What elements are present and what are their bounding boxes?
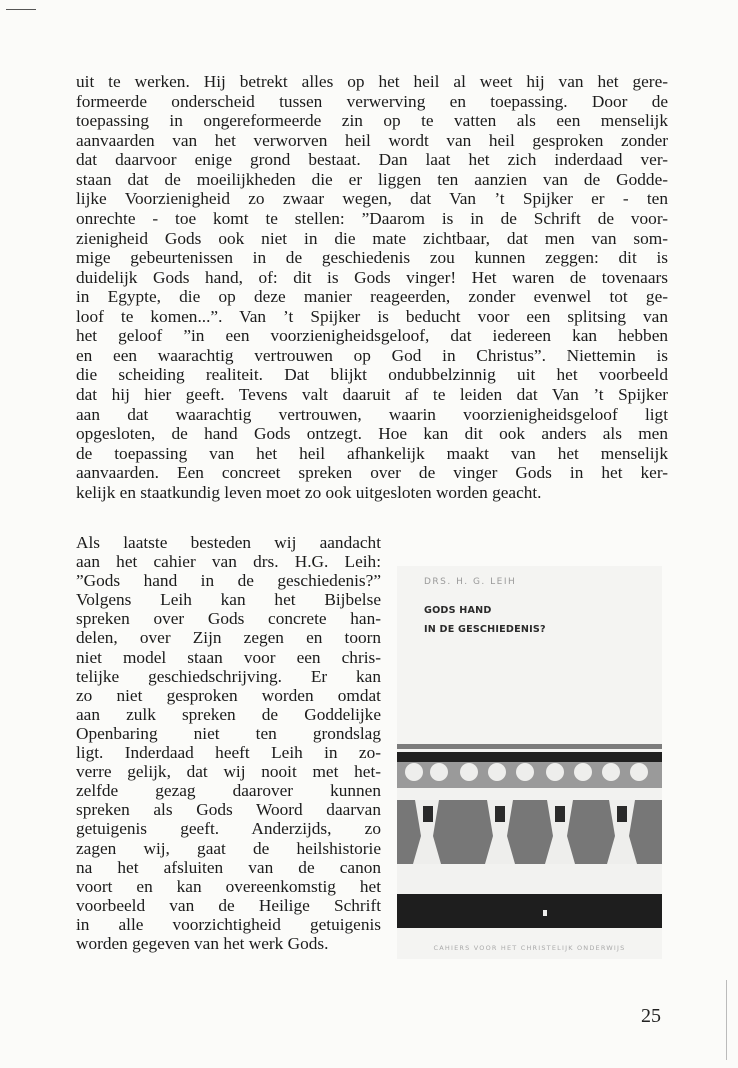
text-line: Volgens Leih kan het Bijbelse [76,590,381,610]
text-line: staan dat de moeilijkheden die er liggen ten aanzien van de Godde- [76,169,668,189]
text-line: aanvaarden van het verworven heil wordt van heil gesproken zonder [76,130,668,150]
text-line: en een waarachtig vertrouwen op God in Christus”. Niettemin is [76,345,668,365]
text-line: aanvaarden. Een concreet spreken over de vinger Gods in het ker- [76,463,668,483]
text-line: na het afsluiten van de canon [76,857,381,877]
text-line: duidelijk Gods hand, of: dit is Gods vinger! Het waren de tovenaars [76,267,668,287]
text-line: lijke Voorzienigheid zo zwaar wegen, dat Van ’t Spijker er - ten [76,189,668,209]
text-line: in Egypte, die op deze manier reageerden, zonder evenwel tot ge- [76,287,668,307]
page-number: 25 [641,1005,661,1027]
text-line: dat hij hier geeft. Tevens valt daaruit af te leiden dat Van ’t Spijker [76,385,668,404]
text-line: Openbaring niet ten grondslag [76,723,381,743]
cover-author: DRS. H. G. LEIH [424,577,517,587]
text-line: zelfde gezag daarover kunnen [76,781,381,801]
text-line: voort en kan overeenkomstig het [76,876,381,896]
text-line: spreken over Gods concrete han- [76,609,381,629]
paragraph-full-width [76,72,668,502]
scan-edge-mark [6,9,36,10]
text-line: telijke geschiedschrijving. Er kan [76,666,381,686]
text-line: getuigenis geeft. Anderzijds, zo [76,819,381,839]
book-cover-image [397,566,662,959]
text-line: onrechte - toe komt te stellen: ”Daarom is in de Schrift de voor- [76,208,668,228]
text-line: kelijk en staatkundig leven moet zo ook uitgesloten worden geacht. [76,482,542,502]
text-line: aan zulk spreken de Goddelijke [76,704,381,724]
text-line: voorbeeld van de Heilige Schrift [76,895,381,915]
text-line: loof te komen...”. Van ’t Spijker is beducht voor een splitsing van [76,306,668,326]
cover-title-line: GODS HAND [424,605,492,616]
text-line: uit te werken. Hij betrekt alles op het heil al weet hij van het gere- [76,72,668,91]
text-line: in alle voorzichtigheid getuigenis [76,914,381,934]
text-line: de toepassing van het heil afhankelijk maakt van het menselijk [76,443,668,463]
text-line: worden gegeven van het werk Gods. [76,933,329,953]
text-line: zagen wij, gaat de heilshistorie [76,838,381,858]
text-line: die scheiding realiteit. Dat blijkt ondubbelzinnig uit het voorbeeld [76,365,668,385]
text-line: verre gelijk, dat wij nooit met het- [76,762,381,782]
text-line: niet model staan voor een chris- [76,647,381,667]
text-line: ligt. Inderdaad heeft Leih in zo- [76,743,381,763]
cover-title [424,601,546,639]
text-line: mige gebeurtenissen in de geschiedenis zou kunnen zeggen: dit is [76,248,668,268]
text-line: het geloof ”in een voorzienigheidsgeloof, dat iedereen kan hebben [76,326,668,346]
text-line: ”Gods hand in de geschiedenis?” [76,571,381,591]
text-line: zienigheid Gods ook niet in die mate zichtbaar, dat men van som- [76,228,668,248]
text-line: spreken als Gods Woord daarvan [76,800,381,820]
text-line: Als laatste besteden wij aandacht [76,533,381,552]
text-line: delen, over Zijn zegen en toorn [76,628,381,648]
scan-edge-line [726,980,727,1060]
cover-series: CAHIERS VOOR HET CHRISTELIJK ONDERWIJS [433,944,626,952]
text-line: toepassing in ongereformeerde zin op te vatten als een menselijk [76,111,668,131]
text-line: zo niet gesproken worden omdat [76,685,381,705]
text-line: formeerde onderscheid tussen verwerving en toepassing. Door de [76,91,668,111]
cover-title-line: IN DE GESCHIEDENIS? [424,624,546,635]
paragraph-beside-cover [76,533,381,953]
text-line: opgesloten, de hand Gods ontzegt. Hoe kan dit ook anders als men [76,424,668,444]
text-line: dat daarvoor enige grond bestaat. Dan laat het zich inderdaad ver- [76,150,668,170]
text-line: aan dat waarachtig vertrouwen, waarin voorzienigheidsgeloof ligt [76,404,668,424]
text-line: aan het cahier van drs. H.G. Leih: [76,552,381,572]
